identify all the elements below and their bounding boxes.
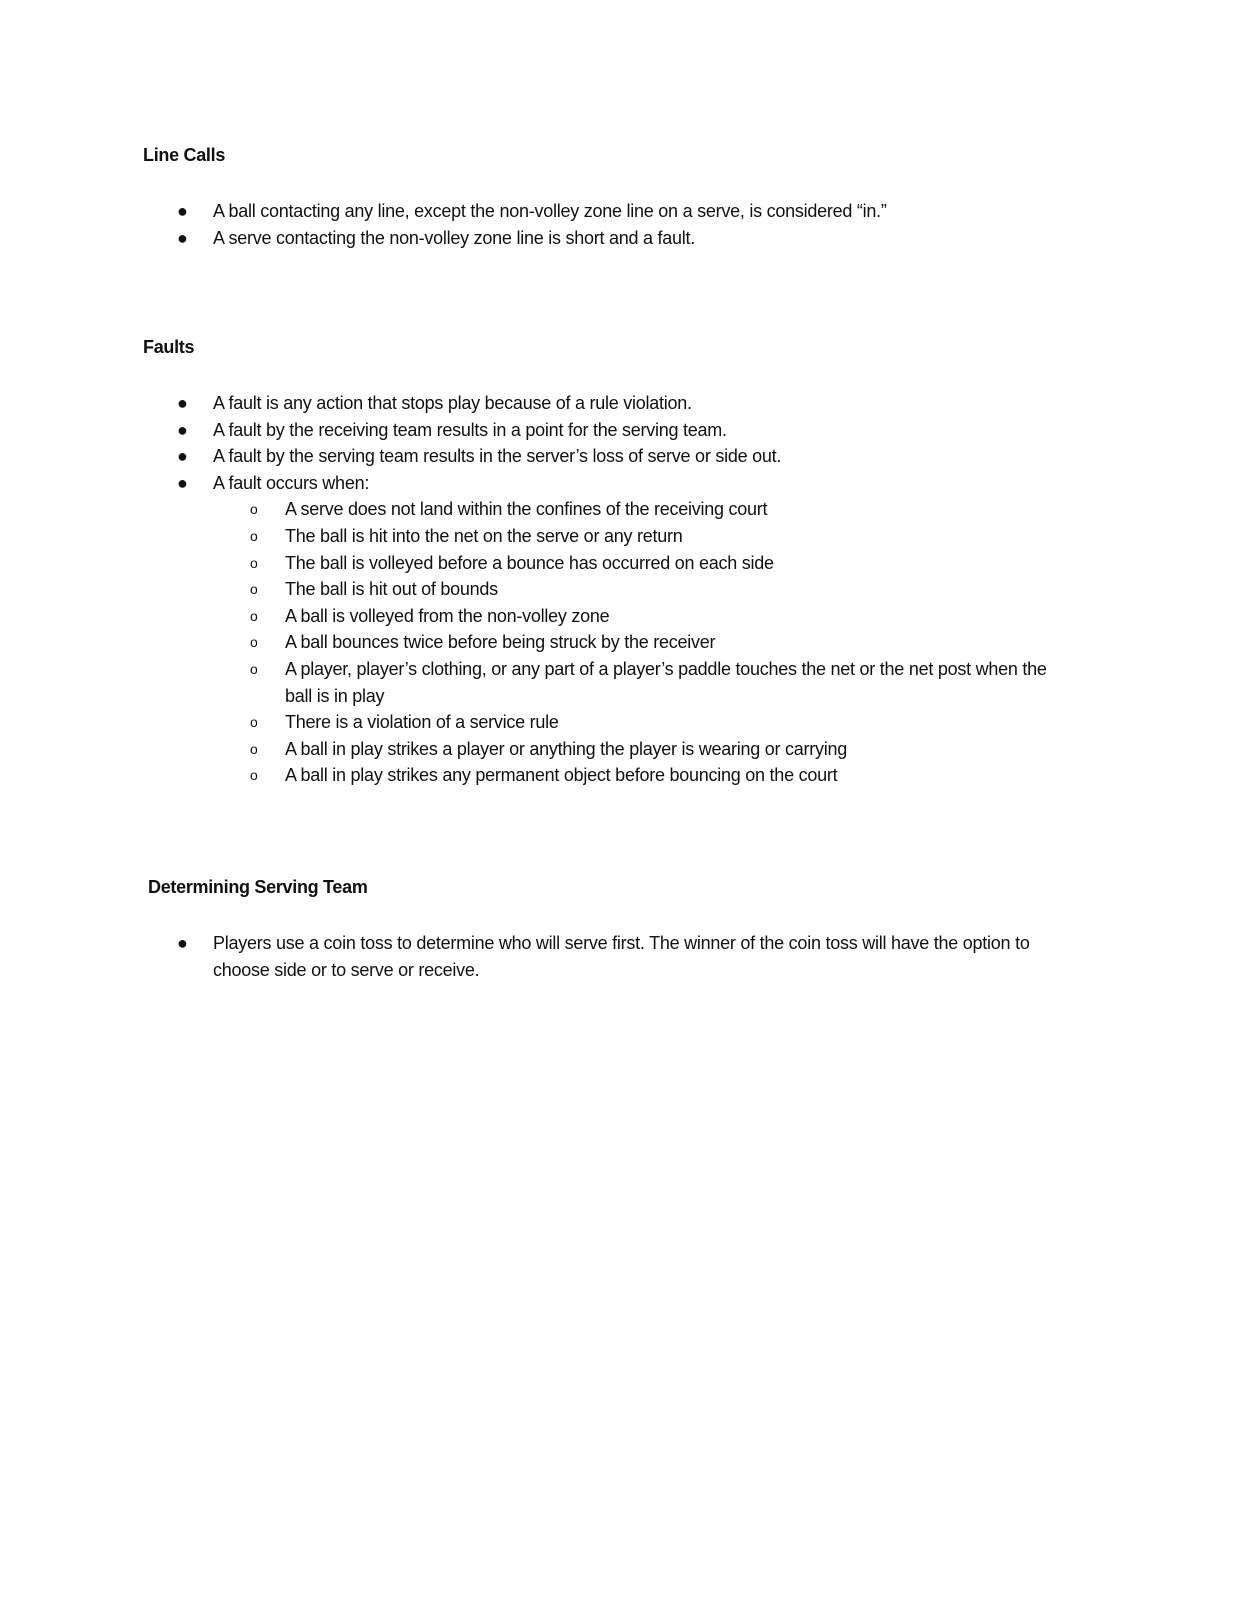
line-calls-list	[0, 198, 1063, 251]
bullet-icon: ●	[177, 419, 188, 440]
bullet-icon: ●	[177, 933, 188, 953]
circle-bullet-icon: o	[250, 527, 258, 544]
list-item: ● A fault occurs when:	[0, 470, 1063, 497]
circle-bullet-icon: o	[250, 767, 258, 784]
heading-determining-serving-team: Determining Serving Team	[148, 877, 368, 897]
circle-bullet-icon: o	[250, 714, 258, 731]
list-item: ● Players use a coin toss to determine who will serve first. The winner of the coin toss will have the option to choose side or to serve or receive.	[0, 930, 1063, 983]
bullet-icon: ●	[177, 446, 188, 467]
circle-bullet-icon: o	[250, 554, 258, 571]
heading-faults: Faults	[143, 337, 195, 357]
faults-list	[0, 390, 1065, 789]
bullet-icon: ●	[177, 472, 188, 493]
list-item: ● A fault by the receiving team results in a point for the serving team.	[0, 417, 1063, 444]
bullet-icon: ●	[177, 201, 188, 221]
sub-list-item: o There is a violation of a service rule	[0, 709, 1065, 736]
sub-list-item: o A player, player’s clothing, or any part of a player’s paddle touches the net or the net post when the ball is in play	[0, 656, 1065, 709]
sub-list-item: o A serve does not land within the confines of the receiving court	[0, 496, 1065, 523]
circle-bullet-icon: o	[250, 501, 258, 518]
bullet-icon: ●	[177, 227, 188, 248]
sub-list-item: o The ball is hit out of bounds	[0, 576, 1065, 603]
sub-list-item: o The ball is volleyed before a bounce has occurred on each side	[0, 550, 1065, 577]
sub-list-item: o The ball is hit into the net on the serve or any return	[0, 523, 1065, 550]
circle-bullet-icon: o	[250, 660, 258, 677]
circle-bullet-icon: o	[250, 634, 258, 651]
list-item: ● A serve contacting the non-volley zone line is short and a fault.	[0, 225, 1063, 252]
sub-list-item: o A ball bounces twice before being struck by the receiver	[0, 629, 1065, 656]
bullet-icon: ●	[177, 393, 188, 413]
circle-bullet-icon: o	[250, 740, 258, 757]
sub-list-item: o A ball in play strikes any permanent object before bouncing on the court	[0, 762, 1065, 789]
list-item: ● A fault is any action that stops play because of a rule violation.	[0, 390, 1063, 417]
heading-line-calls: Line Calls	[143, 145, 226, 165]
circle-bullet-icon: o	[250, 607, 258, 624]
sub-list-item: o A ball is volleyed from the non-volley zone	[0, 603, 1065, 630]
list-item: ● A ball contacting any line, except the non-volley zone line on a serve, is considered “in.”	[0, 198, 1063, 225]
sub-list-item: o A ball in play strikes a player or anything the player is wearing or carrying	[0, 736, 1065, 763]
circle-bullet-icon: o	[250, 581, 258, 598]
serving-team-list	[0, 930, 1063, 983]
list-item: ● A fault by the serving team results in the server’s loss of serve or side out.	[0, 443, 1063, 470]
